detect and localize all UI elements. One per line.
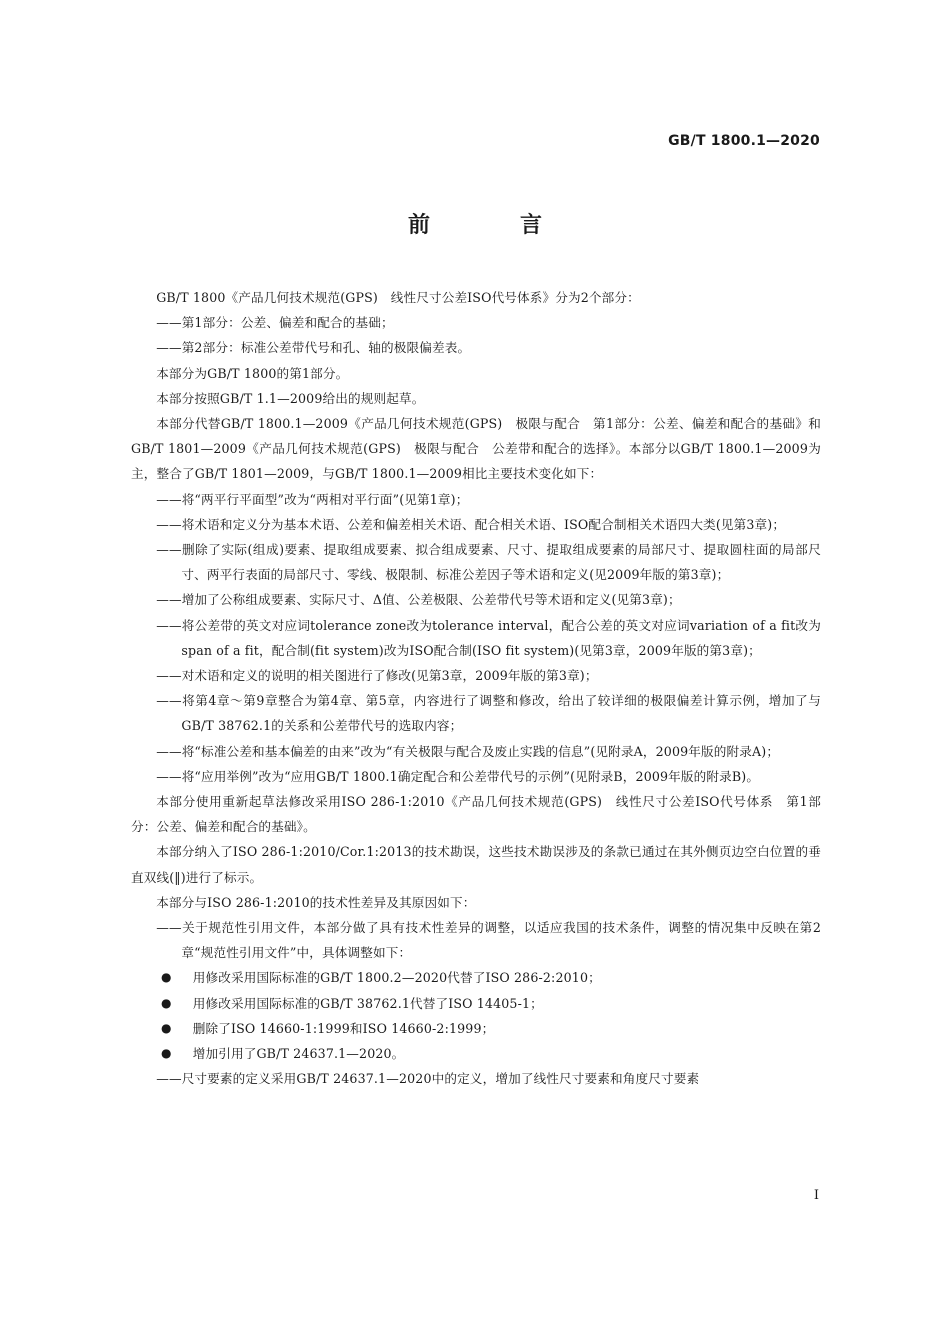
part-item-2: ——第2部分：标准公差带代号和孔、轴的极限偏差表。 — [156, 340, 471, 356]
change-item-1: ——将“两平行平面型”改为“两相对平行面”(见第1章)； — [156, 491, 469, 507]
difference-item-references: ——关于规范性引用文件，本部分做了具有技术性差异的调整，以适应我国的技术条件，调整的情况集中反映在第2章“规范性引用文件”中，具体调整如下： — [156, 920, 821, 961]
change-item-7: ——将第4章～第9章整合为第4章、第5章，内容进行了调整和修改，给出了较详细的极限偏差计算示例，增加了与GB/T 38762.1的关系和公差带代号的选取内容； — [156, 693, 821, 734]
paragraph-part-statement: 本部分为GB/T 1800的第1部分。 — [156, 365, 349, 381]
change-item-6: ——对术语和定义的说明的相关图进行了修改(见第3章，2009年版的第3章)； — [156, 668, 598, 684]
reference-adjustment-list — [131, 965, 821, 1066]
change-item-3: ——删除了实际(组成)要素、提取组成要素、拟合组成要素、尺寸、提取组成要素的局部尺寸、提取圆柱面的局部尺寸、两平行表面的局部尺寸、零线、极限制、标准公差因子等术语和定义(见2009年版的第3章)； — [156, 542, 821, 583]
paragraph-differences: 本部分与ISO 286-1:2010的技术性差异及其原因如下： — [156, 894, 476, 910]
list-item: ● 用修改采用国际标准的GB/T 1800.2—2020代替了ISO 286-2:2010； — [131, 965, 821, 990]
list-item: ● 用修改采用国际标准的GB/T 38762.1代替了ISO 14405-1； — [131, 991, 821, 1016]
page-number: I — [813, 1188, 819, 1203]
bullet-icon: ● — [161, 1046, 172, 1061]
list-item: ● 增加引用了GB/T 24637.1—2020。 — [131, 1041, 821, 1066]
standard-code: GB/T 1800.1—2020 — [668, 133, 820, 149]
page-title: 前 言 — [407, 213, 576, 238]
part-item-1: ——第1部分：公差、偏差和配合的基础； — [156, 315, 394, 331]
paragraph-adoption: 本部分使用重新起草法修改采用ISO 286-1:2010《产品几何技术规范(GPS) 线性尺寸公差ISO代号体系 第1部分：公差、偏差和配合的基础》。 — [131, 794, 821, 835]
change-item-9: ——将“应用举例”改为“应用GB/T 1800.1确定配合和公差带代号的示例”(见附录B，2009年版的附录B)。 — [156, 768, 760, 784]
document-body — [131, 285, 821, 1092]
bullet-icon: ● — [161, 1020, 172, 1035]
paragraph-corrigendum: 本部分纳入了ISO 286-1:2010/Cor.1:2013的技术勘误，这些技术勘误涉及的条款已通过在其外侧页边空白位置的垂直双线(‖)进行了标示。 — [131, 844, 821, 885]
list-item: ● 删除了ISO 14660-1:1999和ISO 14660-2:1999； — [131, 1016, 821, 1041]
change-item-4: ——增加了公称组成要素、实际尺寸、Δ值、公差极限、公差带代号等术语和定义(见第3章)； — [156, 592, 681, 608]
bullet-icon: ● — [161, 995, 172, 1010]
paragraph-intro: GB/T 1800《产品几何技术规范(GPS) 线性尺寸公差ISO代号体系》分为2个部分： — [156, 290, 640, 305]
change-item-2: ——将术语和定义分为基本术语、公差和偏差相关术语、配合相关术语、ISO配合制相关术语四大类(见第3章)； — [156, 516, 786, 532]
change-item-5: ——将公差带的英文对应词tolerance zone改为tolerance interval，配合公差的英文对应词variation of a fit改为span of a fit，配合制(fit system)改为ISO配合制(ISO fit system)(见第3章，2009年版的第3章)； — [156, 617, 821, 658]
paragraph-drafting-rules: 本部分按照GB/T 1.1—2009给出的规则起草。 — [156, 390, 425, 406]
change-item-8: ——将“标准公差和基本偏差的由来”改为“有关极限与配合及废止实践的信息”(见附录A，2009年版的附录A)； — [156, 743, 780, 759]
paragraph-replacement: 本部分代替GB/T 1800.1—2009《产品几何技术规范(GPS) 极限与配合 第1部分：公差、偏差和配合的基础》和GB/T 1801—2009《产品几何技术规范(GPS) 极限与配合 公差带和配合的选择》。本部分以GB/T 1800.1—2009为主，整合了GB/T 1801—2009，与GB/T 1800.1—2009相比主要技术变化如下： — [131, 416, 821, 482]
difference-item-size-feature: ——尺寸要素的定义采用GB/T 24637.1—2020中的定义，增加了线性尺寸要素和角度尺寸要素 — [156, 1071, 700, 1087]
bullet-icon: ● — [161, 970, 172, 985]
